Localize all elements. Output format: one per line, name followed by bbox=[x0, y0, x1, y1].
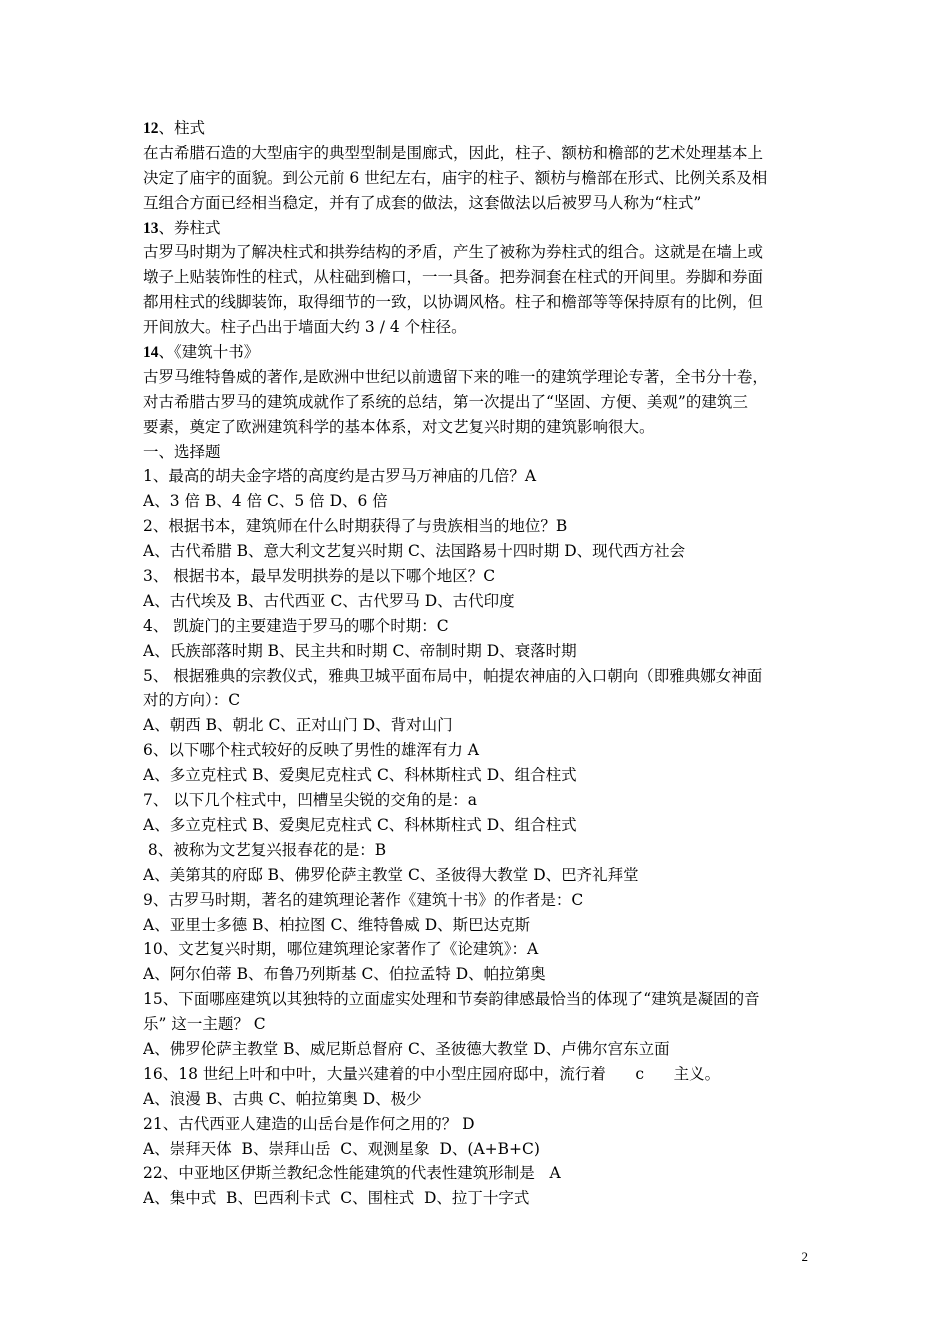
line-text: 15、下面哪座建筑以其独特的立面虚实处理和节奏韵律感最恰当的体现了“建筑是凝固的音 bbox=[143, 990, 760, 1009]
line-text: 10、文艺复兴时期，哪位建筑理论家著作了《论建筑》：A bbox=[143, 940, 539, 959]
text-line bbox=[143, 838, 815, 863]
text-line bbox=[143, 913, 815, 938]
line-text: A、美第其的府邸 B、佛罗伦萨主教堂 C、圣彼得大教堂 D、巴齐礼拜堂 bbox=[143, 865, 639, 884]
text-line bbox=[143, 987, 815, 1012]
line-text: A、佛罗伦萨主教堂 B、威尼斯总督府 C、圣彼德大教堂 D、卢佛尔宫东立面 bbox=[143, 1039, 670, 1058]
text-line bbox=[143, 390, 815, 415]
line-text: 21、古代西亚人建造的山岳台是作何之用的？ D bbox=[143, 1114, 475, 1133]
text-line bbox=[143, 639, 815, 664]
line-text: A、古代希腊 B、意大利文艺复兴时期 C、法国路易十四时期 D、现代西方社会 bbox=[143, 542, 686, 561]
text-line bbox=[143, 191, 815, 216]
text-line bbox=[143, 962, 815, 987]
text-line bbox=[143, 1186, 815, 1211]
line-text: A、多立克柱式 B、爱奥尼克柱式 C、科林斯柱式 D、组合柱式 bbox=[143, 766, 577, 785]
text-line bbox=[143, 489, 815, 514]
line-text: A、阿尔伯蒂 B、布鲁乃列斯基 C、伯拉孟特 D、帕拉第奥 bbox=[143, 965, 546, 984]
text-line bbox=[143, 688, 815, 713]
text-line bbox=[143, 1037, 815, 1062]
page-number: 2 bbox=[801, 1249, 808, 1264]
text-line bbox=[143, 589, 815, 614]
line-text: 对的方向）：C bbox=[143, 691, 241, 710]
text-line bbox=[143, 763, 815, 788]
text-line bbox=[143, 863, 815, 888]
text-line bbox=[143, 415, 815, 440]
text-line bbox=[143, 664, 815, 689]
line-text: A、多立克柱式 B、爱奥尼克柱式 C、科林斯柱式 D、组合柱式 bbox=[143, 815, 577, 834]
text-line bbox=[143, 1161, 815, 1186]
line-text: 对古希腊古罗马的建筑成就作了系统的总结，第一次提出了“坚固、方便、美观”的建筑三 bbox=[143, 392, 748, 411]
text-line bbox=[143, 539, 815, 564]
line-text: 2、根据书本，建筑师在什么时期获得了与贵族相当的地位？B bbox=[143, 517, 568, 536]
line-text: A、古代埃及 B、古代西亚 C、古代罗马 D、古代印度 bbox=[143, 591, 515, 610]
section-number: 14 bbox=[143, 344, 159, 362]
document-body bbox=[143, 116, 815, 1211]
section-title: 、柱式 bbox=[158, 119, 206, 137]
section-heading bbox=[143, 340, 815, 365]
line-text: 古罗马时期为了解决柱式和拱券结构的矛盾，产生了被称为券柱式的组合。这就是在墙上或 bbox=[143, 243, 764, 262]
text-line bbox=[143, 365, 815, 390]
line-text: 8、被称为文艺复兴报春花的是：B bbox=[143, 840, 387, 859]
line-text: A、崇拜天体 B、崇拜山岳 C、观测星象 D、(A+B+C) bbox=[143, 1139, 540, 1158]
text-line bbox=[143, 564, 815, 589]
line-text: 6、以下哪个柱式较好的反映了男性的雄浑有力 A bbox=[143, 741, 479, 760]
section-heading bbox=[143, 216, 815, 241]
text-line bbox=[143, 290, 815, 315]
line-text: 在古希腊石造的大型庙宇的典型型制是围廊式，因此，柱子、额枋和檐部的艺术处理基本上 bbox=[143, 143, 764, 162]
text-line bbox=[143, 141, 815, 166]
text-line bbox=[143, 738, 815, 763]
line-text: 3、 根据书本，最早发明拱券的是以下哪个地区？C bbox=[143, 567, 496, 586]
text-line bbox=[143, 1062, 815, 1087]
section-title: 、券柱式 bbox=[158, 218, 221, 237]
line-text: 要素，奠定了欧洲建筑科学的基本体系，对文艺复兴时期的建筑影响很大。 bbox=[143, 417, 655, 436]
text-line bbox=[143, 166, 815, 191]
line-text: A、朝西 B、朝北 C、正对山门 D、背对山门 bbox=[143, 716, 453, 735]
text-line bbox=[143, 440, 815, 465]
text-line bbox=[143, 937, 815, 962]
text-line bbox=[143, 464, 815, 489]
line-text: 22、中亚地区伊斯兰教纪念性能建筑的代表性建筑形制是 A bbox=[143, 1164, 561, 1183]
line-text: 1、最高的胡夫金字塔的高度约是古罗马万神庙的几倍？A bbox=[143, 467, 537, 486]
text-line bbox=[143, 888, 815, 913]
text-line bbox=[143, 514, 815, 539]
line-text: A、集中式 B、巴西利卡式 C、围柱式 D、拉丁十字式 bbox=[143, 1189, 530, 1208]
text-line bbox=[143, 315, 815, 340]
line-text: 都用柱式的线脚装饰，取得细节的一致，以协调风格。柱子和檐部等等保持原有的比例，但 bbox=[143, 293, 764, 312]
line-text: 9、古罗马时期，著名的建筑理论著作《建筑十书》的作者是：C bbox=[143, 890, 584, 909]
line-text: 墩子上贴装饰性的柱式，从柱础到檐口，一一具备。把券洞套在柱式的开间里。券脚和券面 bbox=[143, 268, 764, 287]
line-text: 乐” 这一主题？ C bbox=[143, 1015, 266, 1034]
text-line bbox=[143, 1087, 815, 1112]
section-title: 、《建筑十书》 bbox=[158, 343, 260, 362]
line-text: 一、选择题 bbox=[143, 442, 221, 461]
section-number: 12 bbox=[143, 120, 159, 137]
text-line bbox=[143, 1112, 815, 1137]
section-heading bbox=[143, 116, 815, 141]
line-text: 互组合方面已经相当稳定，并有了成套的做法，这套做法以后被罗马人称为“柱式” bbox=[143, 193, 702, 212]
text-line bbox=[143, 240, 815, 265]
text-line bbox=[143, 265, 815, 290]
text-line bbox=[143, 1012, 815, 1037]
line-text: 开间放大。柱子凸出于墙面大约 3 / 4 个柱径。 bbox=[143, 318, 467, 337]
line-text: 7、 以下几个柱式中，凹槽呈尖锐的交角的是：a bbox=[143, 791, 478, 810]
line-text: A、氏族部落时期 B、民主共和时期 C、帝制时期 D、衰落时期 bbox=[143, 641, 577, 660]
section-number: 13 bbox=[143, 219, 159, 237]
text-line bbox=[143, 713, 815, 738]
line-text: A、亚里士多德 B、柏拉图 C、维特鲁威 D、斯巴达克斯 bbox=[143, 915, 531, 934]
line-text: 5、 根据雅典的宗教仪式，雅典卫城平面布局中，帕提农神庙的入口朝向（即雅典娜女神面 bbox=[143, 666, 763, 685]
line-text: A、浪漫 B、古典 C、帕拉第奥 D、极少 bbox=[143, 1089, 422, 1108]
text-line bbox=[143, 788, 815, 813]
text-line bbox=[143, 813, 815, 838]
line-text: 决定了庙宇的面貌。到公元前 6 世纪左右，庙宇的柱子、额枋与檐部在形式、比例关系及相 bbox=[143, 168, 768, 187]
text-line bbox=[143, 1137, 815, 1162]
line-text: 4、 凯旋门的主要建造于罗马的哪个时期：C bbox=[143, 616, 449, 635]
line-text: A、3 倍 B、4 倍 C、5 倍 D、6 倍 bbox=[143, 492, 388, 511]
text-line bbox=[143, 614, 815, 639]
line-text: 古罗马维特鲁威的著作,是欧洲中世纪以前遗留下来的唯一的建筑学理论专著，全书分十卷， bbox=[143, 367, 768, 386]
line-text: 16、18 世纪上叶和中叶，大量兴建着的中小型庄园府邸中，流行着 c 主义。 bbox=[143, 1064, 721, 1083]
